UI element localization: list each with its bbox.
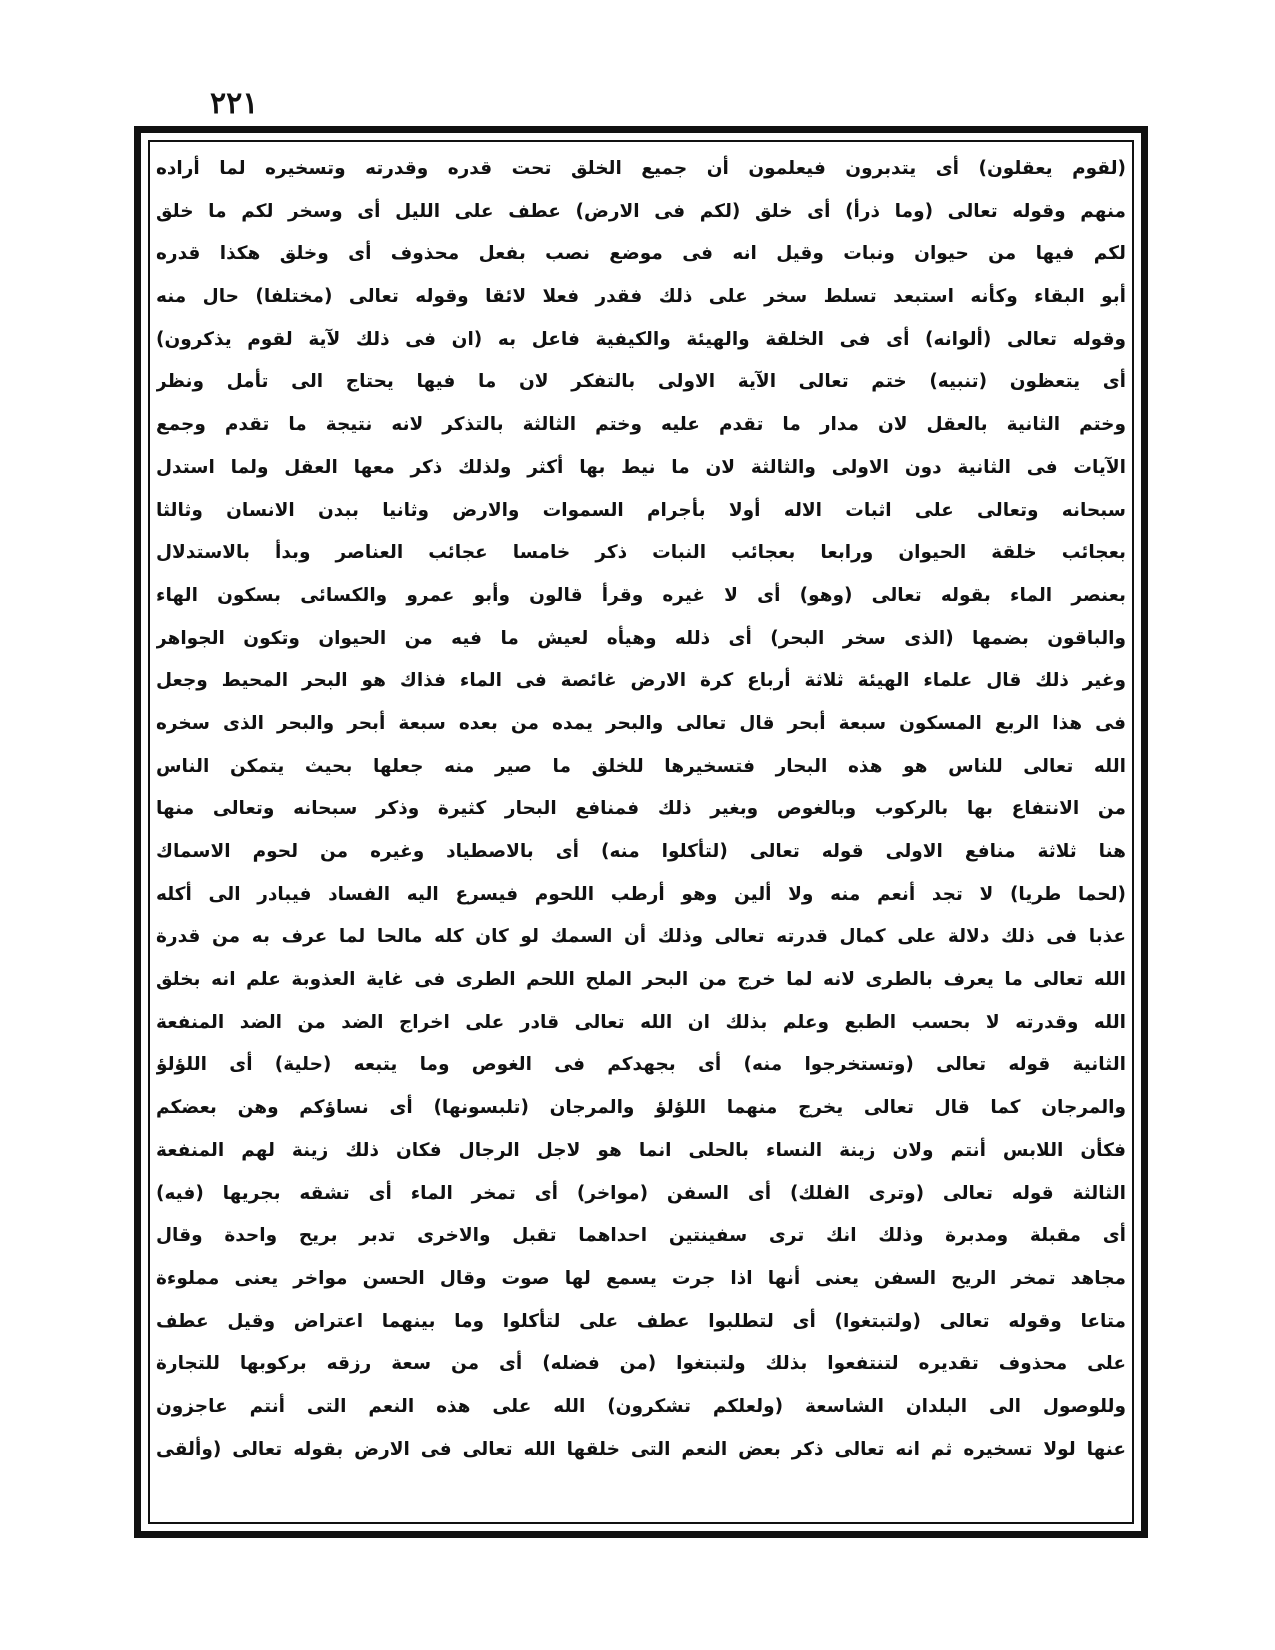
text-line: فى هذا الربع المسكون سبعة أبحر قال تعالى والبحر يمده من بعده سبعة أبحر والبحر الذى سخره (156, 712, 1126, 734)
text-line: عذبا فى ذلك دلالة على كمال قدرته تعالى وذلك أن السمك لو كان كله مالحا لما عرف به من قدرة (156, 926, 1126, 948)
text-line: هنا ثلاثة منافع الاولى قوله تعالى (لتأكلوا منه) أى بالاصطياد وغيره من لحوم الاسماك (156, 841, 1126, 862)
text-line: أى يتعظون (تنبيه) ختم تعالى الآية الاولى بالتفكر لان ما فيها يحتاج الى تأمل ونظر (156, 371, 1126, 393)
text-line: فكأن اللابس أنتم ولان زينة النساء بالحلى انما هو لاجل الرجال فكان ذلك زينة لهم المنفعة (156, 1139, 1126, 1161)
page-number: ٢٢١ (210, 86, 259, 121)
text-line: الله تعالى للناس هو هذه البحار فتسخيرها للخلق ما صير منه جعلها بحيث يتمكن الناس (156, 755, 1126, 777)
text-line: الثالثة قوله تعالى (وترى الفلك) أى السفن (مواخر) أى تمخر الماء أى تشقه بجريها (فيه) (156, 1182, 1126, 1204)
text-line: والمرجان كما قال تعالى يخرج منهما اللؤلؤ والمرجان (تلبسونها) أى نساؤكم وهن بعضكم (156, 1097, 1126, 1119)
text-line: وغير ذلك قال علماء الهيئة ثلاثة أرباع كرة الارض غائصة فى الماء فذاك هو البحر المحيط وجعل (156, 670, 1126, 692)
text-line: من الانتفاع بها بالركوب وبالغوص وبغير ذلك فمنافع البحار كثيرة وذكر سبحانه وتعالى منها (156, 798, 1126, 820)
text-line: أى مقبلة ومدبرة وذلك انك ترى سفينتين احداهما تقبل والاخرى تدبر بريح واحدة وقال (156, 1225, 1126, 1247)
text-line: أبو البقاء وكأنه استبعد تسلط سخر على ذلك فقدر فعلا لائقا وقوله تعالى (مختلفا) حال منه (156, 286, 1126, 308)
text-line: منهم وقوله تعالى (وما ذرأ) أى خلق (لكم فى الارض) عطف على الليل أى وسخر لكم ما خلق (156, 200, 1126, 222)
text-line: على محذوف تقديره لتنتفعوا بذلك ولتبتغوا (من فضله) أى من سعة رزقه بركوبها للتجارة (156, 1353, 1126, 1375)
text-line: الآيات فى الثانية دون الاولى والثالثة لان ما نيط بها أكثر ولذلك ذكر معها العقل ولما استدل (156, 456, 1126, 478)
text-line: الثانية قوله تعالى (وتستخرجوا منه) أى بجهدكم فى الغوص وما يتبعه (حلية) أى اللؤلؤ (156, 1054, 1126, 1076)
text-line: بعنصر الماء بقوله تعالى (وهو) أى لا غيره وقرأ قالون وأبو عمرو والكسائى بسكون الهاء (156, 584, 1126, 606)
text-line: سبحانه وتعالى على اثبات الاله أولا بأجرام السموات والارض وثانيا ببدن الانسان وثالثا (156, 499, 1126, 521)
text-line: عنها لولا تسخيره ثم انه تعالى ذكر بعض النعم التى خلقها الله تعالى فى الارض بقوله تعالى (وألقى (156, 1438, 1126, 1460)
main-text-block (156, 148, 1126, 1518)
text-line: وللوصول الى البلدان الشاسعة (ولعلكم تشكرون) الله على هذه النعم التى أنتم عاجزون (156, 1395, 1126, 1417)
text-line: (لقوم يعقلون) أى يتدبرون فيعلمون أن جميع الخلق تحت قدره وقدرته وتسخيره لما أراده (156, 158, 1126, 179)
text-line: والباقون بضمها (الذى سخر البحر) أى ذلله وهيأه لعيش ما فيه من الحيوان وتكون الجواهر (156, 627, 1126, 649)
text-line: وختم الثانية بالعقل لان مدار ما تقدم عليه وختم الثالثة بالتذكر لانه نتيجة ما تقدم وجمع (156, 414, 1126, 436)
text-line: الله وقدرته لا بحسب الطبع وعلم بذلك ان الله تعالى قادر على اخراج الضد من الضد المنفعة (156, 1011, 1126, 1033)
text-line: (لحما طريا) لا تجد أنعم منه ولا ألين وهو أرطب اللحوم فيسرع اليه الفساد فيبادر الى أكله (156, 883, 1126, 905)
text-line: مجاهد تمخر الريح السفن يعنى أنها اذا جرت يسمع لها صوت وقال الحسن مواخر يعنى مملوءة (156, 1267, 1126, 1289)
text-line: وقوله تعالى (ألوانه) أى فى الخلقة والهيئة والكيفية فاعل به (ان فى ذلك لآية لقوم يذكرون) (156, 328, 1126, 350)
text-line: بعجائب خلقة الحيوان ورابعا بعجائب النبات ذكر خامسا عجائب العناصر وبدأ بالاستدلال (156, 542, 1126, 564)
text-line: متاعا وقوله تعالى (ولتبتغوا) أى لتطلبوا عطف على لتأكلوا وما بينهما اعتراض وقيل عطف (156, 1310, 1126, 1332)
text-line: الله تعالى ما يعرف بالطرى لانه لما خرج من البحر الملح اللحم الطرى فى غاية العذوبة علم انه بخلق (156, 969, 1126, 991)
text-line: لكم فيها من حيوان ونبات وقيل انه فى موضع نصب بفعل محذوف أى وخلق هكذا قدره (156, 243, 1126, 265)
